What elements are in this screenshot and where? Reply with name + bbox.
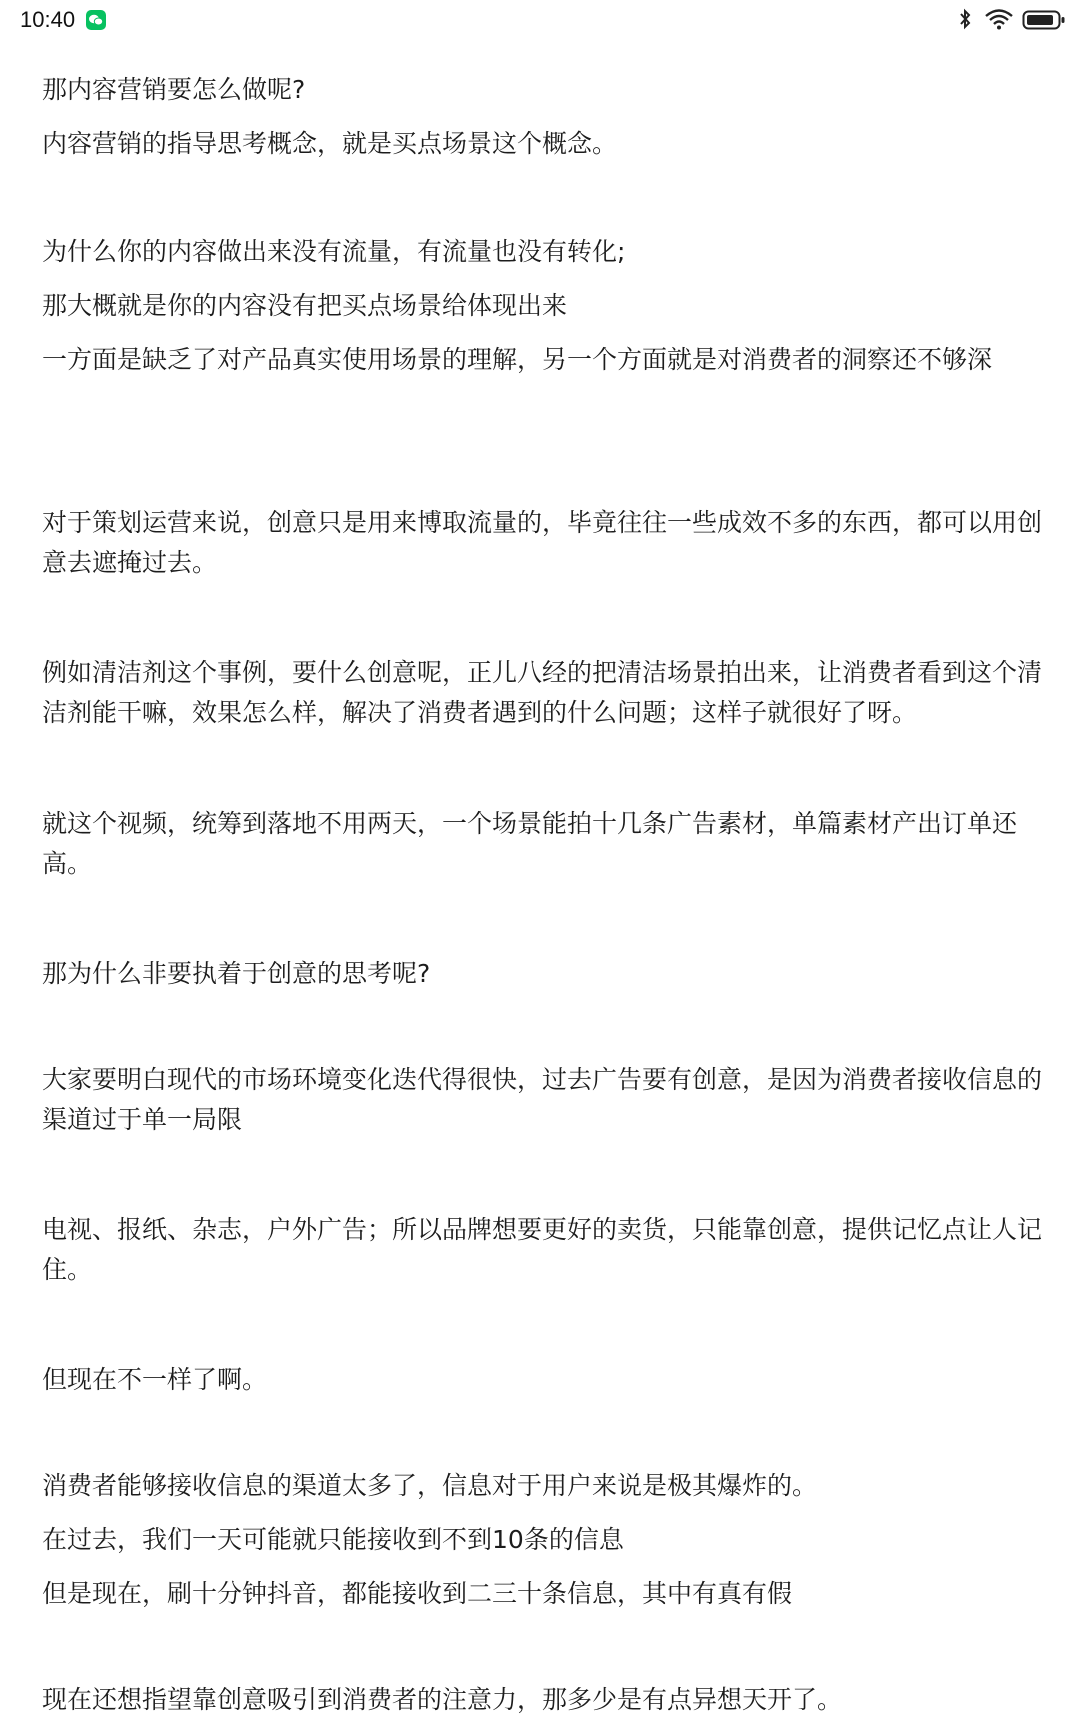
- status-time: 10:40: [20, 7, 76, 32]
- paragraph: 就这个视频，统筹到落地不用两天，一个场景能拍十几条广告素材，单篇素材产出订单还高。: [42, 809, 1018, 878]
- paragraph: 消费者能够接收信息的渠道太多了，信息对于用户来说是极其爆炸的。: [42, 1471, 818, 1500]
- paragraph: 大家要明白现代的市场环境变化迭代得很快，过去广告要有创意，是因为消费者接收信息的渠道过于单一局限: [42, 1065, 1043, 1134]
- paragraph: 在过去，我们一天可能就只能接收到不到10条的信息: [42, 1525, 624, 1554]
- paragraph: 但现在不一样了啊。: [42, 1365, 268, 1394]
- bluetooth-icon: [958, 8, 972, 34]
- paragraph: 那为什么非要执着于创意的思考呢?: [42, 959, 431, 988]
- paragraph: 内容营销的指导思考概念，就是买点场景这个概念。: [42, 129, 618, 158]
- paragraph: 那内容营销要怎么做呢?: [42, 75, 306, 104]
- paragraph: 现在还想指望靠创意吸引到消费者的注意力，那多少是有点异想天开了。: [42, 1685, 843, 1714]
- paragraph: 一方面是缺乏了对产品真实使用场景的理解，另一个方面就是对消费者的洞察还不够深: [42, 345, 993, 374]
- paragraph: 例如清洁剂这个事例，要什么创意呢，正儿八经的把清洁场景拍出来，让消费者看到这个清洁剂能干嘛，效果怎么样，解决了消费者遇到的什么问题；这样子就很好了呀。: [42, 658, 1043, 727]
- battery-icon: [1022, 9, 1066, 35]
- paragraph: 电视、报纸、杂志，户外广告；所以品牌想要更好的卖货，只能靠创意，提供记忆点让人记住。: [42, 1215, 1043, 1284]
- paragraph: 但是现在，刷十分钟抖音，都能接收到二三十条信息，其中有真有假: [42, 1579, 793, 1608]
- wifi-icon: [984, 8, 1014, 34]
- paragraph: 对于策划运营来说，创意只是用来博取流量的，毕竟往往一些成效不多的东西，都可以用创意去遮掩过去。: [42, 508, 1043, 577]
- status-bar: [0, 0, 1080, 40]
- wechat-icon: [86, 10, 106, 30]
- paragraph: 那大概就是你的内容没有把买点场景给体现出来: [42, 291, 568, 320]
- paragraph: 为什么你的内容做出来没有流量，有流量也没有转化;: [42, 237, 626, 266]
